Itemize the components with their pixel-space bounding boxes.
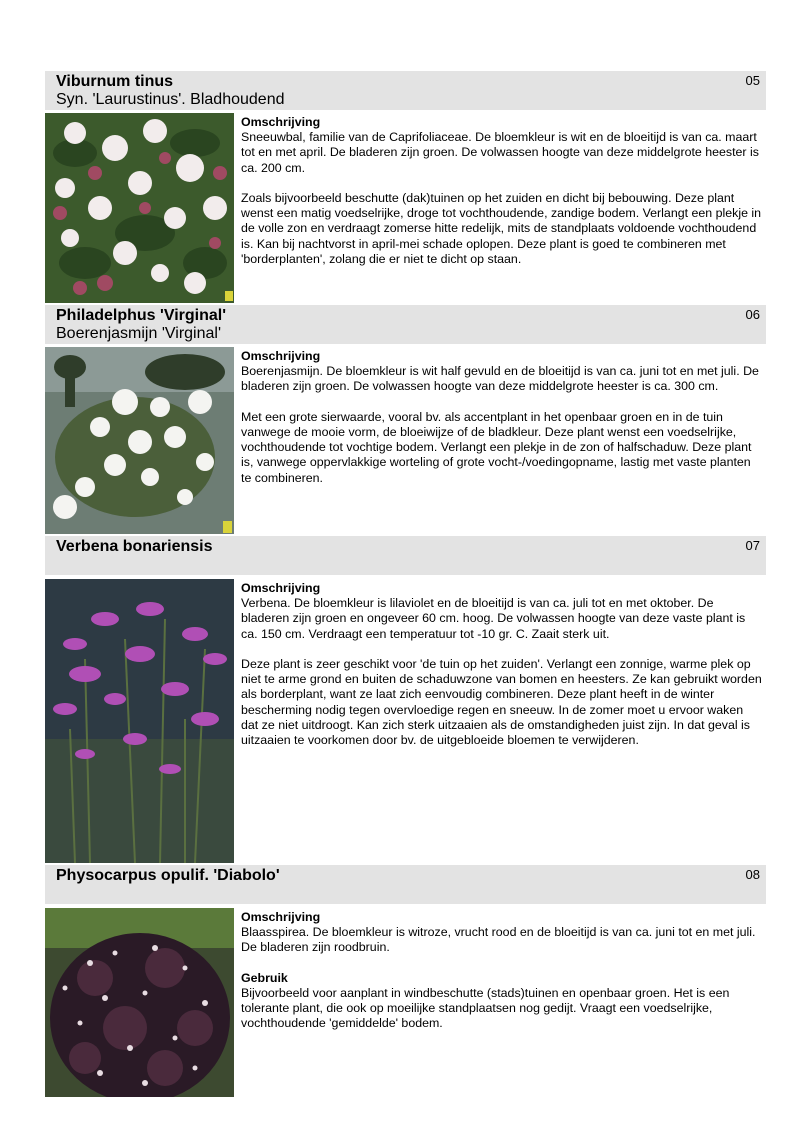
plant-title: Philadelphus 'Virginal'	[56, 307, 227, 324]
plant-title: Verbena bonariensis	[56, 538, 213, 555]
plant-photo	[45, 908, 234, 1097]
entry-number: 08	[745, 867, 760, 882]
plant-photo	[45, 347, 234, 534]
plant-entry	[45, 305, 766, 535]
description-paragraph: Bijvoorbeeld voor aanplant in windbeschutte (stads)tuinen en openbaar groen. Het is een tolerante plant, die ook op moeilijke standplaatsen nog gedijt. Vraagt een voedselrijke, vochthoudende 'gemiddelde' bodem.	[241, 986, 730, 1031]
plant-subtitle: Syn. 'Laurustinus'. Bladhoudend	[56, 91, 285, 108]
description-paragraph: Deze plant is zeer geschikt voor 'de tuin op het zuiden'. Verlangt een zonnige, warme plek op niet te arme grond en buiten de schaduwzone van bomen en heesters. Ze kan gebruikt worden als borderplant, want ze laat zich eenvoudig combineren. Deze plant heeft in de winter bescherming nodig tegen overvloedige regen en sneeuw. In de zomer moet u ervoor waken dat ze niet uitdroogt. Kan zich sterk uitzaaien als de omstandigheden juist zijn. In dat geval is uitzaaien te voorkomen door bv. de uitgebloeide bloemen te verwijderen.	[241, 657, 762, 748]
plant-description	[241, 910, 763, 1047]
section-heading: Gebruik	[241, 970, 288, 985]
entry-number: 06	[745, 307, 760, 322]
entry-header	[45, 71, 766, 110]
plant-entry	[45, 865, 766, 1097]
entry-header	[45, 865, 766, 904]
plant-photo	[45, 113, 234, 303]
plant-title: Physocarpus opulif. 'Diabolo'	[56, 867, 280, 884]
section-heading: Omschrijving	[241, 115, 321, 129]
section-heading: Omschrijving	[241, 910, 321, 924]
plant-photo	[45, 579, 234, 863]
entry-number: 07	[745, 538, 760, 553]
plant-entry	[45, 536, 766, 863]
description-paragraph: Blaasspirea. De bloemkleur is witroze, vrucht rood en de bloeitijd is van ca. juni tot en met juli. De bladeren zijn roodbruin.	[241, 925, 756, 955]
entry-header	[45, 305, 766, 344]
section-heading: Omschrijving	[241, 581, 321, 595]
description-paragraph: Zoals bijvoorbeeld beschutte (dak)tuinen op het zuiden en dicht bij bebouwing. Deze plant wenst een matig voedselrijke, droge tot vochthoudende, zandige bodem. Verlangt een plekje in de volle zon en verdraagt zomerse hitte redelijk, mits de standplaats voldoende vochthoudend is. Kan bij nachtvorst in april-mei schade oplopen. Deze plant is goed te combineren met 'borderplanten', zolang die er niet te dicht op staan.	[241, 191, 762, 266]
plant-entry	[45, 71, 766, 303]
entry-number: 05	[745, 73, 760, 88]
description-paragraph: Met een grote sierwaarde, vooral bv. als accentplant in het openbaar groen en in de tuin vanwege de mooie vorm, de bloeiwijze of de bladkleur. Deze plant wenst een voedselrijke, vochthoudende tot vochtige bodem. Verlangt een plekje in de zon of halfschaduw. Deze plant is, vanwege oppervlakkige worteling of grote vocht-/voedingopname, lastig met vaste planten te combineren.	[241, 409, 752, 485]
description-paragraph: Verbena. De bloemkleur is lilaviolet en de bloeitijd is van ca. juli tot en met oktober. De bladeren zijn groen en ongeveer 60 cm. hoog. De volwassen hoogte van deze vaste plant is ca. 150 cm. Verdraagt een temperatuur tot -10 gr. C. Zaait sterk uit.	[241, 596, 746, 641]
plant-description	[241, 581, 763, 763]
description-paragraph: Sneeuwbal, familie van de Caprifoliaceae. De bloemkleur is wit en de bloeitijd is van ca. maart tot en met april. De bladeren zijn groen. De volwassen hoogte van deze middelgrote heester is ca. 200 cm.	[241, 130, 759, 175]
plant-subtitle: Boerenjasmijn 'Virginal'	[56, 325, 222, 342]
entry-header	[45, 536, 766, 575]
plant-description	[241, 349, 763, 501]
plant-title: Viburnum tinus	[56, 73, 174, 90]
description-paragraph: Boerenjasmijn. De bloemkleur is wit half gevuld en de bloeitijd is van ca. juni tot en met juli. De bladeren zijn groen. De volwassen hoogte van deze middelgrote heester is ca. 300 cm.	[241, 364, 759, 394]
plant-description	[241, 115, 763, 282]
section-heading: Omschrijving	[241, 349, 321, 363]
